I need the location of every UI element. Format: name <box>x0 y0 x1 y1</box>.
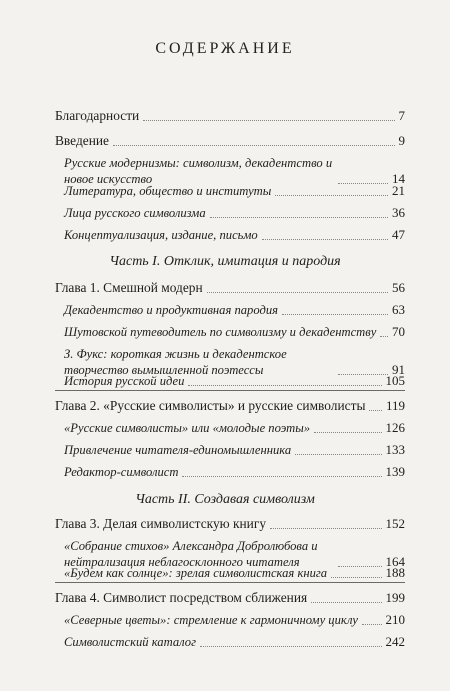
separator-line <box>55 582 405 583</box>
toc-entry-label: Редактор-символист <box>64 465 179 479</box>
toc-entry-page: 119 <box>385 398 405 413</box>
toc-entry-label: «Русские символисты» или «молодые поэты» <box>64 421 311 435</box>
toc-entry-page: 133 <box>385 442 405 457</box>
toc-entry-label: Благодарности <box>55 108 140 123</box>
toc-entry-label: Глава 1. Смешной модерн <box>55 280 203 295</box>
toc-entry-page: 139 <box>385 464 405 479</box>
leader-dots <box>369 410 382 411</box>
toc-entry-page: 188 <box>385 565 405 580</box>
toc-entry-page: 14 <box>392 171 405 186</box>
toc-entry-label: Литература, общество и институты <box>64 184 272 198</box>
toc-entry <box>64 205 405 221</box>
toc-entry <box>64 302 405 318</box>
leader-dots <box>295 454 381 455</box>
toc-entry <box>64 373 405 389</box>
toc-entry-page: 242 <box>385 634 405 649</box>
toc-entry-page: 36 <box>392 205 405 220</box>
toc-entry-label: Привлечение читателя-единомышленника <box>64 443 292 457</box>
toc-entry-page: 21 <box>392 183 405 198</box>
leader-dots <box>270 528 381 529</box>
leader-dots <box>282 314 388 315</box>
leader-dots <box>182 476 381 477</box>
toc-entry-page: 164 <box>385 554 405 569</box>
toc-entry-label: Русские модернизмы: символизм, декадентство и новое искусство <box>64 156 333 186</box>
leader-dots <box>188 385 381 386</box>
toc-entry <box>55 516 405 532</box>
toc-entry <box>55 133 405 149</box>
leader-dots <box>210 217 388 218</box>
leader-dots <box>143 120 394 121</box>
toc-entry <box>64 324 405 340</box>
toc-entry-label: Лица русского символизма <box>64 206 206 220</box>
toc-entry-page: 126 <box>385 420 405 435</box>
leader-dots <box>362 624 382 625</box>
leader-dots <box>113 145 395 146</box>
toc-entry <box>64 183 405 199</box>
toc-entry-page: 63 <box>392 302 405 317</box>
separator-line <box>55 390 405 391</box>
leader-dots <box>314 432 381 433</box>
leader-dots <box>262 239 388 240</box>
toc-entry-label: Шутовской путеводитель по символизму и декадентству <box>64 325 377 339</box>
toc-entry-page: 210 <box>385 612 405 627</box>
toc-entry-label: Декадентство и продуктивная пародия <box>64 303 279 317</box>
toc-entry-page: 56 <box>392 280 405 295</box>
leader-dots <box>200 646 382 647</box>
toc-entry <box>64 420 405 436</box>
leader-dots <box>380 336 388 337</box>
leader-dots <box>275 195 388 196</box>
toc-entry-label: Глава 3. Делая символистскую книгу <box>55 516 267 531</box>
toc-entry-label: История русской идеи <box>64 374 185 388</box>
toc-entry-label: Концептуализация, издание, письмо <box>64 228 258 242</box>
toc-entry-page: 47 <box>392 227 405 242</box>
leader-dots <box>331 577 381 578</box>
toc-entry-page: 9 <box>398 133 405 148</box>
toc-entry-page: 199 <box>385 590 405 605</box>
toc-entry-page: 152 <box>385 516 405 531</box>
toc-entry <box>64 442 405 458</box>
part-heading: Часть II. Создавая символизм <box>135 492 315 507</box>
toc-entry-label: Глава 4. Символист посредством сближения <box>55 590 308 605</box>
toc-entry <box>55 590 405 606</box>
toc-entry <box>64 464 405 480</box>
toc-entry <box>64 565 405 581</box>
toc-entry-label: Введение <box>55 133 109 148</box>
leader-dots <box>207 292 388 293</box>
part-heading: Часть I. Отклик, имитация и пародия <box>109 254 341 269</box>
toc-entry <box>64 634 405 650</box>
leader-dots <box>311 602 381 603</box>
toc-entry-label: Символистский каталог <box>64 635 196 649</box>
toc-entry <box>55 108 405 124</box>
toc-entry-label: «Северные цветы»: стремление к гармоничному циклу <box>64 613 358 627</box>
toc-entry-label: «Будем как солнце»: зрелая символистская книга <box>64 566 328 580</box>
toc-entry <box>55 398 405 414</box>
toc-entry-page: 91 <box>392 362 405 377</box>
toc-entry <box>64 612 405 628</box>
toc-entry-label: «Собрание стихов» Александра Добролюбова и нейтрализация неблагосклонного читателя <box>64 539 318 569</box>
page-title: СОДЕРЖАНИЕ <box>155 40 295 57</box>
toc-entry-page: 7 <box>398 108 405 123</box>
toc-entry-label: Глава 2. «Русские символисты» и русские символисты <box>55 398 366 413</box>
toc-entry-page: 105 <box>385 373 405 388</box>
toc-entry <box>64 227 405 243</box>
toc-entry-label: З. Фукс: короткая жизнь и декадентское творчество вымышленной поэтессы <box>64 347 287 377</box>
toc-entry-page: 70 <box>392 324 405 339</box>
toc-entry <box>55 280 405 296</box>
